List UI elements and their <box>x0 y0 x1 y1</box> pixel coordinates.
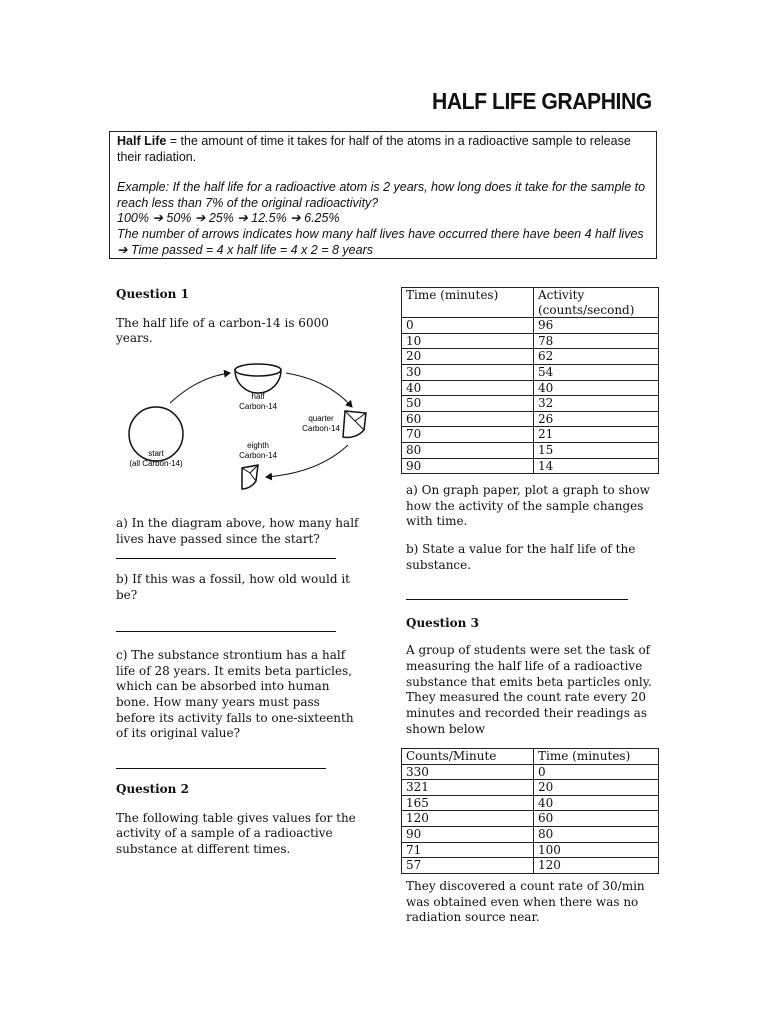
carbon-decay-diagram <box>118 355 368 505</box>
start-label: start <box>148 449 164 458</box>
table-row <box>402 458 659 474</box>
table-row <box>402 795 659 811</box>
table-cell: 78 <box>534 333 659 349</box>
table-row <box>402 318 659 334</box>
arrow-start-to-half <box>170 373 230 403</box>
table-cell: 80 <box>402 442 534 458</box>
answer-line-1a <box>116 558 336 559</box>
answer-line-1b <box>116 631 336 632</box>
answer-line-1c <box>116 768 326 769</box>
table-cell: 90 <box>402 826 534 842</box>
sequence-text: 100% ➔ 50% ➔ 25% ➔ 12.5% ➔ 6.25% <box>117 211 340 226</box>
half-sphere-icon <box>235 364 281 393</box>
arrow-half-to-quarter <box>286 373 352 407</box>
table-row <box>402 858 659 874</box>
quarter-sphere-icon <box>343 411 366 437</box>
half-sub-label: Carbon-14 <box>239 402 277 411</box>
table-header-cell: Activity (counts/second) <box>534 288 659 318</box>
question3-outro-section <box>406 879 658 926</box>
half-label: half <box>251 392 265 401</box>
table-row <box>402 780 659 796</box>
table-cell: 40 <box>534 795 659 811</box>
table-cell: 90 <box>402 458 534 474</box>
table-row <box>402 380 659 396</box>
question3-outro: They discovered a count rate of 30/min was obtained even when there was no radiation source near. <box>406 879 645 925</box>
question2-intro: The following table gives values for the activity of a sample of a radioactive substance at different times. <box>116 810 356 857</box>
example-text <box>117 180 649 211</box>
table-cell: 165 <box>402 795 534 811</box>
table-cell: 0 <box>402 318 534 334</box>
start-sub-label: (all Carbon-14) <box>129 459 183 468</box>
table-cell: 32 <box>534 396 659 412</box>
example-sequence <box>117 211 649 227</box>
quarter-label: quarter <box>308 414 334 423</box>
arrow-quarter-to-eighth <box>266 445 348 477</box>
table-cell: 40 <box>402 380 534 396</box>
page-title: HALF LIFE GRAPHING <box>432 88 652 114</box>
eighth-sub-label: Carbon-14 <box>239 451 277 460</box>
table-row <box>402 427 659 443</box>
table-row <box>402 442 659 458</box>
table-cell: 20 <box>534 780 659 796</box>
definition-body: = the amount of time it takes for half of the atoms in a radioactive sample to release their radiation. <box>117 134 631 164</box>
definition-box <box>109 131 657 259</box>
table-cell: 96 <box>534 318 659 334</box>
table-cell: 60 <box>402 411 534 427</box>
table-cell: 21 <box>534 427 659 443</box>
table-header-cell: Counts/Minute <box>402 749 534 765</box>
definition-text <box>117 134 649 165</box>
table-header-cell: Time (minutes) <box>534 749 659 765</box>
quarter-sub-label: Carbon-14 <box>302 424 340 433</box>
table-cell: 71 <box>402 842 534 858</box>
question3-intro: A group of students were set the task of measuring the half life of a radioactive substance that emits beta particles only. They measured the count rate every 20 minutes and recorded their readings as shown below <box>406 643 652 736</box>
table-row <box>402 349 659 365</box>
table-cell: 100 <box>534 842 659 858</box>
table-cell: 40 <box>534 380 659 396</box>
explanation-text-1: The number of arrows indicates how many half lives have occurred there have been 4 half lives <box>117 226 644 241</box>
question1-part-c: c) The substance strontium has a half life of 28 years. It emits beta particles, which can be absorbed into human bone. How many years must pass before its activity falls to one-sixteenth of its original value? <box>116 647 354 741</box>
table-cell: 20 <box>402 349 534 365</box>
table-cell: 120 <box>402 811 534 827</box>
question2-part-b: b) State a value for the half life of the substance. <box>406 542 636 572</box>
table-row <box>402 411 659 427</box>
table-row <box>402 333 659 349</box>
question3-heading: Question 3 <box>406 615 479 630</box>
table-header-row <box>402 749 659 765</box>
table-cell: 321 <box>402 780 534 796</box>
question1-part-a: a) In the diagram above, how many half lives have passed since the start? <box>116 516 359 546</box>
eighth-label: eighth <box>247 441 269 450</box>
table-cell: 14 <box>534 458 659 474</box>
table-cell: 60 <box>534 811 659 827</box>
table-cell: 50 <box>402 396 534 412</box>
counts-table <box>401 748 659 874</box>
table-cell: 15 <box>534 442 659 458</box>
table-row <box>402 842 659 858</box>
table-row <box>402 826 659 842</box>
table-cell: 70 <box>402 427 534 443</box>
question2-parts <box>406 483 658 737</box>
definition-term: Half Life <box>117 134 167 148</box>
table-cell: 0 <box>534 764 659 780</box>
table-cell: 26 <box>534 411 659 427</box>
table-row <box>402 396 659 412</box>
question2-part-a: a) On graph paper, plot a graph to show how the activity of the sample changes with time. <box>406 483 650 529</box>
table-cell: 330 <box>402 764 534 780</box>
activity-table <box>401 287 659 474</box>
table-cell: 62 <box>534 349 659 365</box>
table-cell: 120 <box>534 858 659 874</box>
explanation-text-2: ➔ Time passed = 4 x half life = 4 x 2 = 8 years <box>117 242 373 257</box>
table-cell: 54 <box>534 364 659 380</box>
question1-section <box>116 287 364 347</box>
question1-part-b: b) If this was a fossil, how old would it be? <box>116 572 351 603</box>
question2-heading: Question 2 <box>116 782 189 797</box>
table-row <box>402 364 659 380</box>
example-explanation <box>117 227 649 258</box>
table-cell: 30 <box>402 364 534 380</box>
table-cell: 10 <box>402 333 534 349</box>
question1-intro: The half life of a carbon-14 is 6000 years. <box>116 315 329 346</box>
question1-parts <box>116 516 362 858</box>
question1-heading: Question 1 <box>116 287 189 301</box>
table-cell: 57 <box>402 858 534 874</box>
eighth-sphere-icon <box>242 465 258 489</box>
answer-line-2b <box>406 599 628 600</box>
table-cell: 80 <box>534 826 659 842</box>
table-row <box>402 764 659 780</box>
table-row <box>402 811 659 827</box>
table-header-cell: Time (minutes) <box>402 288 534 318</box>
example-question: Example: If the half life for a radioactive atom is 2 years, how long does it take for the sample to reach less than 7% of the original radioactivity? <box>117 180 646 210</box>
table-header-row <box>402 288 659 318</box>
